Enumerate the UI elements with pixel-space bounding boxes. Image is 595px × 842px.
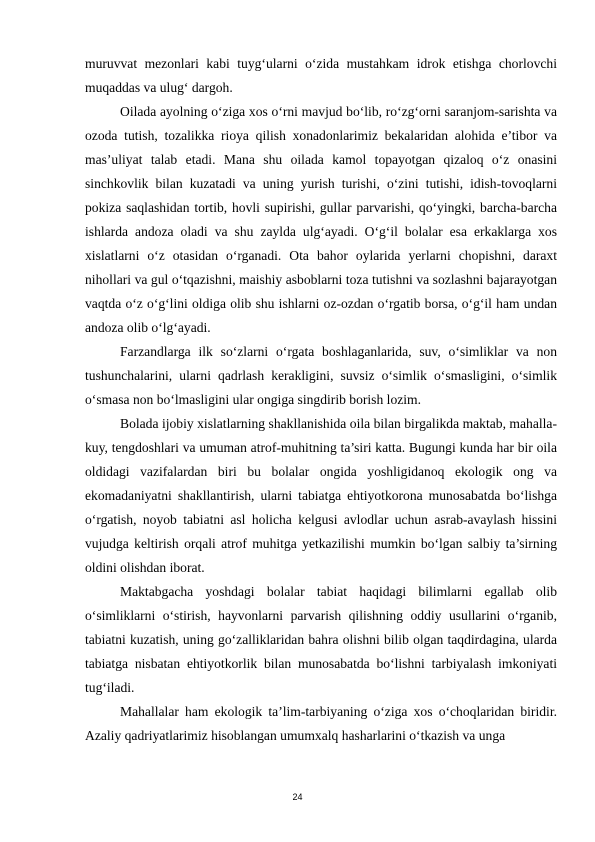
page-number: 24 xyxy=(292,792,303,802)
document-body xyxy=(85,52,557,748)
paragraph-positive-traits: Bolada ijobiy xislatlarning shakllanishida oila bilan birgalikda maktab, mahalla-kuy, tengdoshlari va umuman atrof-muhitning ta’siri katta. Bugungi kunda har bir oila oldidagi vazifalardan biri bu bolalar ongida yoshligidanoq ekologik ong va ekomadaniyatni shakllantirish, ularni tabiatga ehtiyotkorona munosabatda bo‘lishga o‘rgatish, noyob tabiatni asl holicha kelgusi avlodlar uchun asrab-avaylash hissini vujudga keltirish orqali atrof muhitga yetkazilishi mumkin bo‘lgan salbiy ta’sirning oldini olishdan iborat. xyxy=(85,416,557,575)
paragraph-preschool: Maktabgacha yoshdagi bolalar tabiat haqidagi bilimlarni egallab olib o‘simliklarni o‘stirish, hayvonlarni parvarish qilishning oddiy usullarini o‘rganib, tabiatni kuzatish, uning go‘zalliklaridan bahra olishni bilib olgan taqdirdagina, ularda tabiatga nisbatan ehtiyotkorlik bilan munosabatda bo‘lishni tarbiyalash imkoniyati tug‘iladi. xyxy=(85,584,557,695)
paragraph-continuation: muruvvat mezonlari kabi tuyg‘ularni o‘zida mustahkam idrok etishga chorlovchi muqaddas va ulug‘ dargoh. xyxy=(85,56,557,95)
paragraph-first-words: Farzandlarga ilk so‘zlarni o‘rgata boshlaganlarida, suv, o‘simliklar va non tushunchalarini, ularni qadrlash kerakligini, suvsiz o‘simlik o‘smasligini, o‘simlik o‘smasa non bo‘lmasligini ular ongiga singdirib borish lozim. xyxy=(85,344,557,407)
paragraph-woman-role: Oilada ayolning o‘ziga xos o‘rni mavjud bo‘lib, ro‘zg‘orni saranjom-sarishta va ozoda tutish, tozalikka rioya qilish xonadonlarimiz bekalaridan alohida e’tibor va mas’uliyat talab etadi. Mana shu oilada kamol topayotgan qizaloq o‘z onasini sinchkovlik bilan kuzatadi va uning yurish turishi, o‘zini tutishi, idish-tovoqlarni pokiza saqlashidan tortib, hovli supirishi, gullar parvarishi, qo‘yingki, barcha-barcha ishlarda andoza oladi va shu zaylda ulg‘ayadi. O‘g‘il bolalar esa erkaklarga xos xislatlarni o‘z otasidan o‘rganadi. Ota bahor oylarida yerlarni chopishni, daraxt nihollari va gul o‘tqazishni, maishiy asboblarni toza tutishni va sozlashni bajarayotgan vaqtda o‘z o‘g‘lini oldiga olib shu ishlarni oz-ozdan o‘rgatib borsa, o‘g‘il ham undan andoza olib o‘lg‘ayadi. xyxy=(85,104,557,335)
paragraph-mahalla: Mahallalar ham ekologik ta’lim-tarbiyaning o‘ziga xos o‘choqlaridan biridir. Azaliy qadriyatlarimiz hisoblangan umumxalq hasharlarini o‘tkazish va unga xyxy=(85,704,557,743)
